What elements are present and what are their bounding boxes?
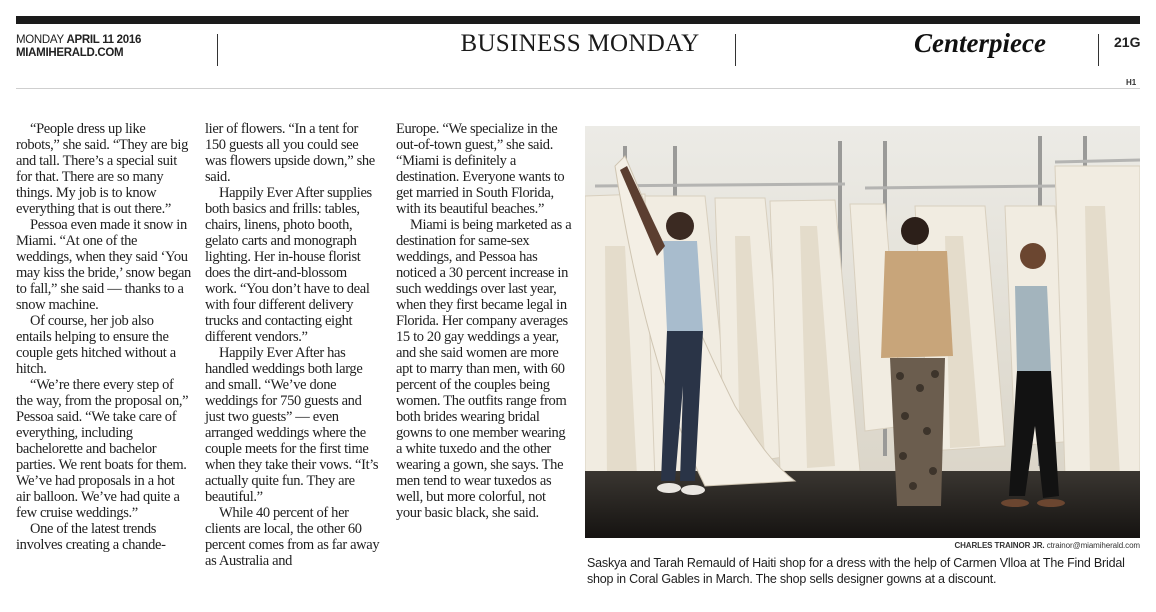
divider bbox=[217, 34, 218, 66]
paragraph: Europe. “We specialize in the out-of-town guest,” she said. “Miami is definitely a destination. Everyone wants to get married in South Florida, with its beautiful beaches.” bbox=[396, 121, 565, 217]
article-photo bbox=[585, 126, 1140, 538]
dateline bbox=[16, 34, 206, 60]
page-number: 21G bbox=[1114, 34, 1141, 50]
article-column-3 bbox=[396, 121, 572, 521]
paragraph: “We’re there every step of the way, from the proposal on,” Pessoa said. “We take care of everything, including bachelorette and bachelor parties. We rent boats for them. We’ve had proposals in a hot air balloon. We’ve had quite a few cruise weddings.” bbox=[16, 377, 189, 521]
dateline-site: MIAMIHERALD.COM bbox=[16, 47, 124, 59]
divider bbox=[1098, 34, 1099, 66]
paragraph: Happily Ever After has handled weddings both large and small. “We’ve done weddings for 750 guests and just two guests” — even arranged weddings where the couple meets for the first time when they take their vows. “It’s actually quite fun. They are beautiful.” bbox=[205, 345, 379, 505]
article-column-2 bbox=[205, 121, 381, 569]
paragraph: While 40 percent of her clients are local, the other 60 percent comes from as far away as Australia and bbox=[205, 505, 380, 569]
edition-code: H1 bbox=[1126, 78, 1137, 87]
paragraph: lier of flowers. “In a tent for 150 guests all you could see was flowers upside down,” she said. bbox=[205, 121, 375, 185]
paragraph: “People dress up like robots,” she said. “They are big and tall. There’s a special suit for that. There are so many things. My job is to know everything that is out there.” bbox=[16, 121, 189, 217]
photo-credit-name: CHARLES TRAINOR JR. bbox=[954, 541, 1045, 550]
paragraph: Of course, her job also entails helping to ensure the couple gets hitched without a hitch. bbox=[16, 313, 176, 377]
paragraph: Pessoa even made it snow in Miami. “At one of the weddings, when they said ‘You may kiss the bride,’ snow began to fall,” she said — thanks to a snow machine. bbox=[16, 217, 191, 313]
dateline-date: APRIL 11 2016 bbox=[66, 34, 142, 46]
masthead-bar bbox=[16, 16, 1140, 24]
paragraph: Miami is being marketed as a destination for same-sex weddings, and Pessoa has noticed a 30 percent increase in such weddings over last year, when they first became legal in Florida. Her company averages 15 to 20 gay weddings a year, and she said women are more apt to marry than men, with 60 percent of the couples being women. The outfits range from both brides wearing bridal gowns to one member wearing a white tuxedo and the other wearing a gown, she says. The men tend to wear tuxedos as well, but more colorful, not your basic black, she said. bbox=[396, 217, 572, 521]
paragraph: Happily Ever After supplies both basics and frills: tables, chairs, linens, photo booth, gelato carts and monograph lighting. Her in-house florist does the dirt-and-blossom work. “You don’t have to deal with four different delivery trucks and contacting eight different vendors.” bbox=[205, 185, 372, 345]
divider bbox=[735, 34, 736, 66]
paragraph: One of the latest trends involves creating a chande- bbox=[16, 521, 166, 553]
article-column-1 bbox=[16, 121, 192, 553]
photo-credit-email: ctrainor@miamiherald.com bbox=[1046, 541, 1140, 550]
dateline-day: MONDAY bbox=[16, 34, 64, 46]
photo-credit bbox=[585, 541, 1140, 550]
header-rule bbox=[16, 88, 1140, 89]
photo-caption: Saskya and Tarah Remauld of Haiti shop for a dress with the help of Carmen Vlloa at The Find Bridal shop in Coral Gables in March. The shop sells designer gowns at a discount. bbox=[587, 556, 1125, 586]
section-title: BUSINESS MONDAY bbox=[460, 30, 700, 57]
section-name: Centerpiece bbox=[914, 28, 1046, 58]
